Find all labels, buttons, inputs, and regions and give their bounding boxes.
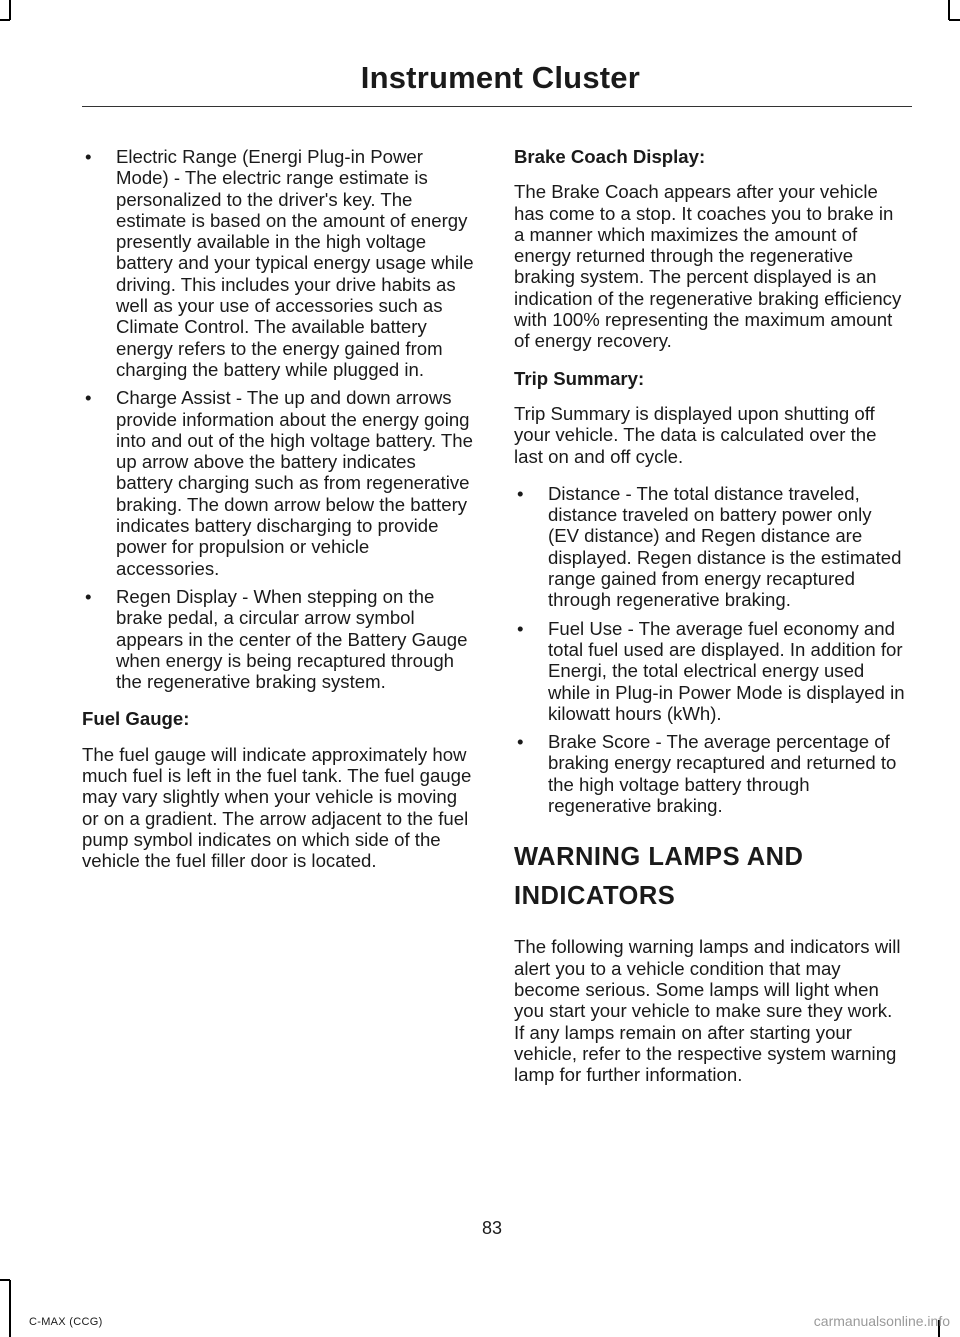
warning-lamps-text: The following warning lamps and indicators will alert you to a vehicle condition that may become serious. Some lamps will light when you start your vehicle to make sure they work. If any lamps remain on after starting your vehicle, refer to the respective system warning lamp for further information. xyxy=(514,936,901,1086)
trip-summary-list xyxy=(514,483,906,816)
bullet-glyph: • xyxy=(517,731,524,753)
left-column xyxy=(82,146,474,888)
page-number: 83 xyxy=(481,1218,503,1238)
feature-list xyxy=(82,146,474,692)
list-item: • Distance - The total distance traveled, distance traveled on battery power only (EV distance) and Regen distance are displayed. Regen distance is the estimated range gained from energy recaptured through regenerative braking. xyxy=(517,482,902,611)
list-item: • Fuel Use - The average fuel economy and total fuel used are displayed. In addition for Energi, the total electrical energy used while in Plug-in Power Mode is displayed in kilowatt hours (kWh). xyxy=(517,617,905,724)
brake-coach-text: The Brake Coach appears after your vehicle has come to a stop. It coaches you to brake in a manner which maximizes the amount of energy returned through the regenerative braking system. The percent displayed is an indication of the regenerative braking efficiency with 100% representing the maximum amount of energy recovery. xyxy=(514,181,902,352)
list-item: • Electric Range (Energi Plug-in Power Mode) - The electric range estimate is personalized to the driver's key. The estimate is based on the amount of energy presently available in the high voltage battery and your typical energy usage while driving. This includes your drive habits as well as your use of accessories such as Climate Control. The available battery energy refers to the energy gained from charging the battery while plugged in. xyxy=(85,146,474,380)
right-column xyxy=(514,146,906,1101)
fuel-gauge-text: The fuel gauge will indicate approximately how much fuel is left in the fuel tank. The fuel gauge may vary slightly when your vehicle is moving or on a gradient. The arrow adjacent to the fuel pump symbol indicates on which side of the vehicle the fuel filler door is located. xyxy=(82,743,472,872)
trip-summary-text: Trip Summary is displayed upon shutting off your vehicle. The data is calculated over the last on and off cycle. xyxy=(514,402,877,467)
list-item: • Brake Score - The average percentage of braking energy recaptured and returned to the high voltage battery through regenerative braking. xyxy=(517,731,897,817)
list-item: • Regen Display - When stepping on the brake pedal, a circular arrow symbol appears in the center of the Battery Gauge when energy is being recaptured through the regenerative braking system. xyxy=(85,585,468,693)
bullet-glyph: • xyxy=(85,585,92,607)
bullet-glyph: • xyxy=(85,387,92,409)
header-divider xyxy=(82,106,912,107)
watermark: carmanualsonline.info xyxy=(813,1313,950,1329)
crop-mark xyxy=(0,19,10,21)
page-title: Instrument Cluster xyxy=(360,60,640,95)
crop-mark xyxy=(0,1279,10,1281)
brake-coach-heading: Brake Coach Display: xyxy=(514,146,706,167)
footer-model: C-MAX (CCG) xyxy=(29,1316,103,1328)
bullet-glyph: • xyxy=(517,482,524,504)
trip-summary-heading: Trip Summary: xyxy=(514,367,645,389)
crop-mark xyxy=(9,1280,11,1337)
bullet-glyph: • xyxy=(85,146,92,167)
crop-mark xyxy=(949,19,960,21)
bullet-glyph: • xyxy=(517,617,524,639)
crop-mark xyxy=(948,0,950,20)
fuel-gauge-heading: Fuel Gauge: xyxy=(82,708,190,730)
section-heading: WARNING LAMPS AND INDICATORS xyxy=(514,843,804,911)
crop-mark xyxy=(9,0,11,20)
list-item: • Charge Assist - The up and down arrows provide information about the energy going into and out of the high voltage battery. The up arrow above the battery indicates battery charging such as from regenerative braking. The down arrow below the battery indicates battery discharging to provide power for propulsion or vehicle accessories. xyxy=(85,387,473,579)
